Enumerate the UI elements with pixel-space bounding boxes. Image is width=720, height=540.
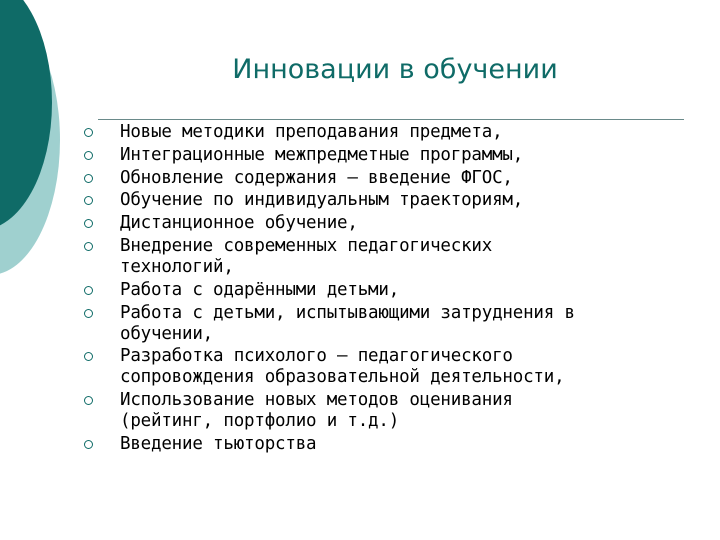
list-item: [84, 346, 684, 388]
slide-title: Инновации в обучении: [232, 54, 558, 85]
list-item-text-continued: (рейтинг, портфолио и т.д.): [120, 411, 400, 432]
list-item-text-continued: обучении,: [120, 323, 214, 344]
bullet-list: [84, 122, 684, 457]
bullet-circle-icon: [84, 219, 93, 228]
list-item-text: Новые методики преподавания предмета,: [120, 122, 503, 142]
list-item: [84, 236, 684, 278]
bullet-circle-icon: [84, 242, 93, 251]
bullet-circle-icon: [84, 286, 93, 295]
list-item-text: Обновление содержания – введение ФГОС,: [120, 167, 513, 188]
list-item: [84, 213, 684, 234]
list-item-text: Дистанционное обучение,: [120, 213, 358, 234]
list-item-text: Разработка психолого – педагогического: [120, 346, 513, 367]
list-item-text: Работа с одарёнными детьми,: [120, 279, 400, 300]
list-item: [84, 280, 684, 301]
list-item-text: Внедрение современных педагогических: [120, 235, 493, 256]
bullet-circle-icon: [84, 440, 93, 449]
list-item-text: Введение тьюторства: [120, 433, 317, 454]
bullet-circle-icon: [84, 128, 93, 137]
list-item-text: Использование новых методов оценивания: [120, 390, 513, 411]
list-item-text-continued: технологий,: [120, 256, 234, 277]
title-divider: [98, 119, 684, 120]
list-item-text: Работа с детьми, испытывающими затруднения в: [120, 302, 575, 323]
bullet-circle-icon: [84, 151, 93, 160]
list-item-text: Интеграционные межпредметные программы,: [120, 144, 524, 165]
bullet-circle-icon: [84, 396, 93, 405]
list-item-text-continued: сопровождения образовательной деятельности,: [120, 367, 565, 388]
list-item: [84, 434, 684, 455]
list-item: [84, 168, 684, 189]
bullet-circle-icon: [84, 196, 93, 205]
list-item: [84, 190, 684, 211]
bullet-circle-icon: [84, 352, 93, 361]
bullet-circle-icon: [84, 309, 93, 318]
list-item: [84, 390, 684, 432]
list-item: [84, 122, 684, 143]
list-item: [84, 145, 684, 166]
bullet-circle-icon: [84, 174, 93, 183]
list-item-text: Обучение по индивидуальным траекториям,: [120, 190, 524, 211]
list-item: [84, 303, 684, 345]
